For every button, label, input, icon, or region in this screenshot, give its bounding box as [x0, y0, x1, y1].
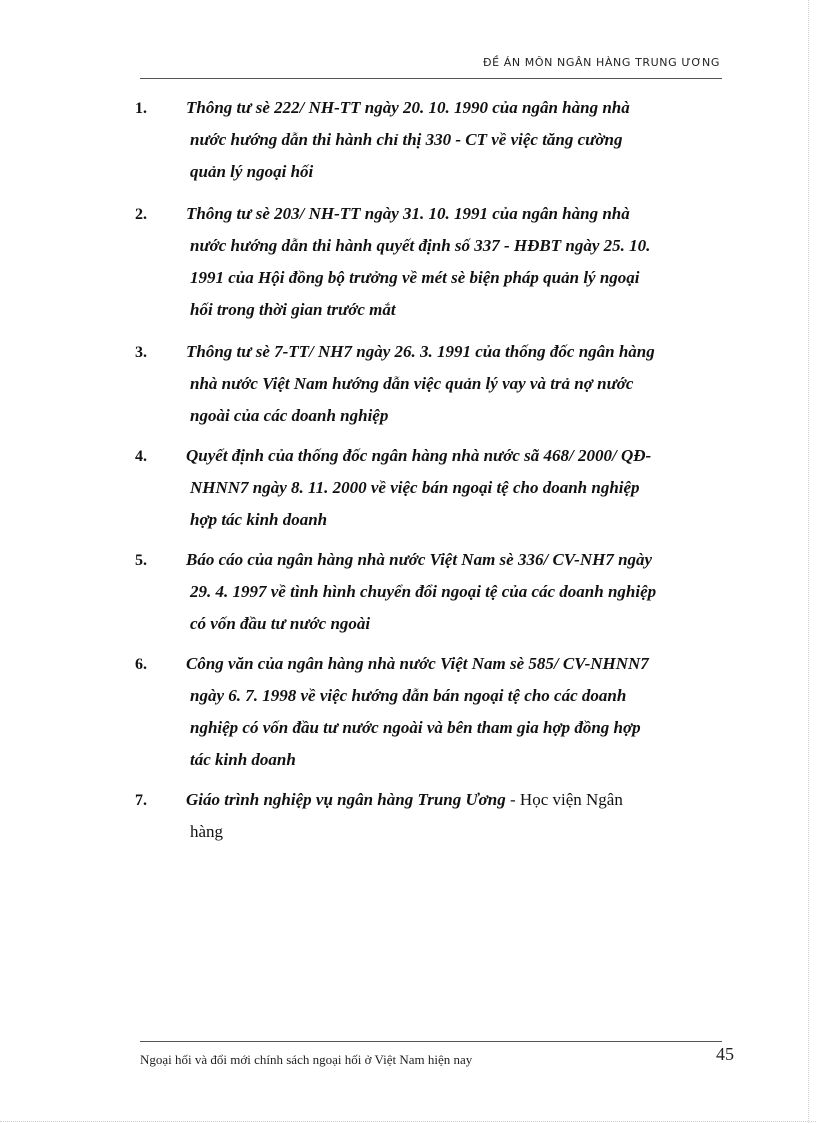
reference-line: Thông tư sè 222/ NH-TT ngày 20. 10. 1990 của ngân hàng nhà [186, 98, 630, 117]
reference-number: 4. [135, 448, 147, 465]
reference-line: nước hướng dẫn thi hành chỉ thị 330 - CT về việc tăng cường [190, 130, 623, 149]
reference-line: Báo cáo của ngân hàng nhà nước Việt Nam sè 336/ CV-NH7 ngày [186, 550, 653, 569]
page-edge-bottom [0, 1121, 816, 1122]
reference-text [186, 648, 726, 776]
reference-text [186, 784, 726, 848]
reference-line: Thông tư sè 7-TT/ NH7 ngày 26. 3. 1991 của thống đốc ngân hàng [186, 342, 655, 361]
running-header: ĐỀ ÁN MÔN NGÂN HÀNG TRUNG ƯƠNG [482, 56, 720, 69]
header-rule [140, 78, 722, 79]
running-footer: Ngoại hối và đổi mới chính sách ngoại hối ở Việt Nam hiện nay [140, 1052, 473, 1067]
reference-publisher: - Học viện Ngân [505, 790, 623, 809]
reference-text [186, 544, 726, 640]
reference-line: Công văn của ngân hàng nhà nước Việt Nam sè 585/ CV-NHNN7 [186, 654, 649, 673]
reference-line: có vốn đầu tư nước ngoài [190, 614, 371, 633]
reference-number: 5. [135, 552, 147, 569]
reference-line: NHNN7 ngày 8. 11. 2000 về việc bán ngoại tệ cho doanh nghiệp [190, 478, 640, 497]
reference-line: hợp tác kinh doanh [190, 510, 328, 529]
reference-line [186, 784, 726, 816]
reference-line: nhà nước Việt Nam hướng dẫn việc quản lý vay và trả nợ nước [190, 374, 634, 393]
reference-line: hối trong thời gian trước mắt [190, 300, 396, 319]
reference-text [186, 92, 726, 188]
reference-line: Thông tư sè 203/ NH-TT ngày 31. 10. 1991 của ngân hàng nhà [186, 204, 630, 223]
reference-text [186, 440, 726, 536]
page-number: 45 [716, 1044, 734, 1064]
reference-text [186, 198, 726, 326]
reference-text [186, 336, 726, 432]
reference-title: Giáo trình nghiệp vụ ngân hàng Trung Ương [186, 790, 506, 809]
page-edge-right [808, 0, 809, 1123]
reference-line: ngoài của các doanh nghiệp [190, 406, 389, 425]
reference-line: 29. 4. 1997 về tình hình chuyển đổi ngoại tệ của các doanh nghiệp [190, 582, 657, 601]
reference-number: 6. [135, 656, 147, 673]
reference-line: quản lý ngoại hối [190, 162, 314, 181]
reference-line: nước hướng dẫn thi hành quyết định số 337 - HĐBT ngày 25. 10. [190, 236, 651, 255]
reference-line: tác kinh doanh [190, 750, 296, 769]
reference-line: ngày 6. 7. 1998 về việc hướng dẫn bán ngoại tệ cho các doanh [190, 686, 627, 705]
reference-line: Quyết định của thống đốc ngân hàng nhà nước sã 468/ 2000/ QĐ- [186, 446, 652, 465]
reference-line: nghiệp có vốn đầu tư nước ngoài và bên tham gia hợp đồng hợp [190, 718, 641, 737]
reference-number: 7. [135, 792, 147, 809]
reference-number: 2. [135, 206, 147, 223]
reference-line: 1991 của Hội đồng bộ trưởng về mét sè biện pháp quản lý ngoại [190, 268, 640, 287]
reference-number: 1. [135, 100, 147, 117]
reference-number: 3. [135, 344, 147, 361]
reference-line: hàng [190, 822, 224, 841]
footer-rule [140, 1041, 722, 1042]
